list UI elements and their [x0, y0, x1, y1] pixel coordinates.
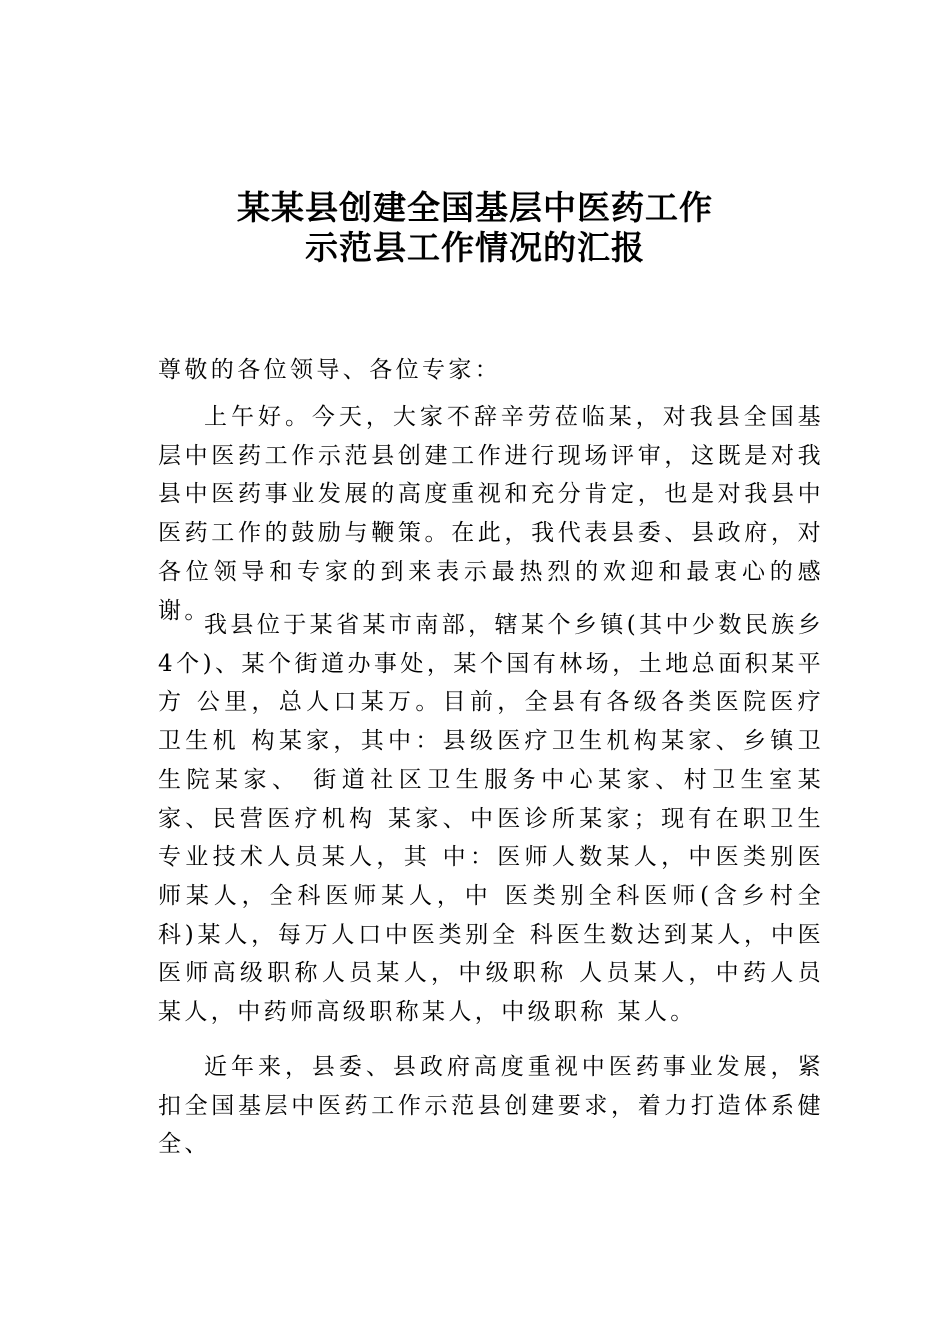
document-title-line-1: 某某县创建全国基层中医药工作 [237, 188, 713, 227]
document-title-line-2: 示范县工作情况的汇报 [305, 228, 645, 267]
paragraph-2: 我县位于某省某市南部，辖某个乡镇(其中少数民族乡4个)、某个街道办事处，某个国有林场，土地总面积某平方 公里，总人口某万。目前，全县有各级各类医院医疗卫生机 构某家，其中：县级医疗卫生机构某家、乡镇卫生院某家、 街道社区卫生服务中心某家、村卫生室某家、民营医疗机构 某家、中医诊所某家；现有在职卫生专业技术人员某人，其 中：医师人数某人，中医类别医师某人，全科医师某人，中 医类别全科医师(含乡村全科)某人，每万人口中医类别全 科医生数达到某人，中医医师高级职称人员某人，中级职称 人员某人，中药人员某人，中药师高级职称某人，中级职称 某人。 [158, 612, 824, 1026]
salutation: 尊敬的各位领导、各位专家： [158, 357, 502, 383]
paragraph-3: 近年来，县委、县政府高度重视中医药事业发展，紧扣全国基层中医药工作示范县创建要求，着力打造体系健全、 [158, 1054, 824, 1158]
paragraph-1: 上午好。今天，大家不辞辛劳莅临某，对我县全国基层中医药工作示范县创建工作进行现场评审，这既是对我县中医药事业发展的高度重视和充分肯定，也是对我县中医药工作的鼓励与鞭策。在此，我代表县委、县政府，对各位领导和专家的到来表示最热烈的欢迎和最衷心的感谢。 [158, 404, 824, 624]
